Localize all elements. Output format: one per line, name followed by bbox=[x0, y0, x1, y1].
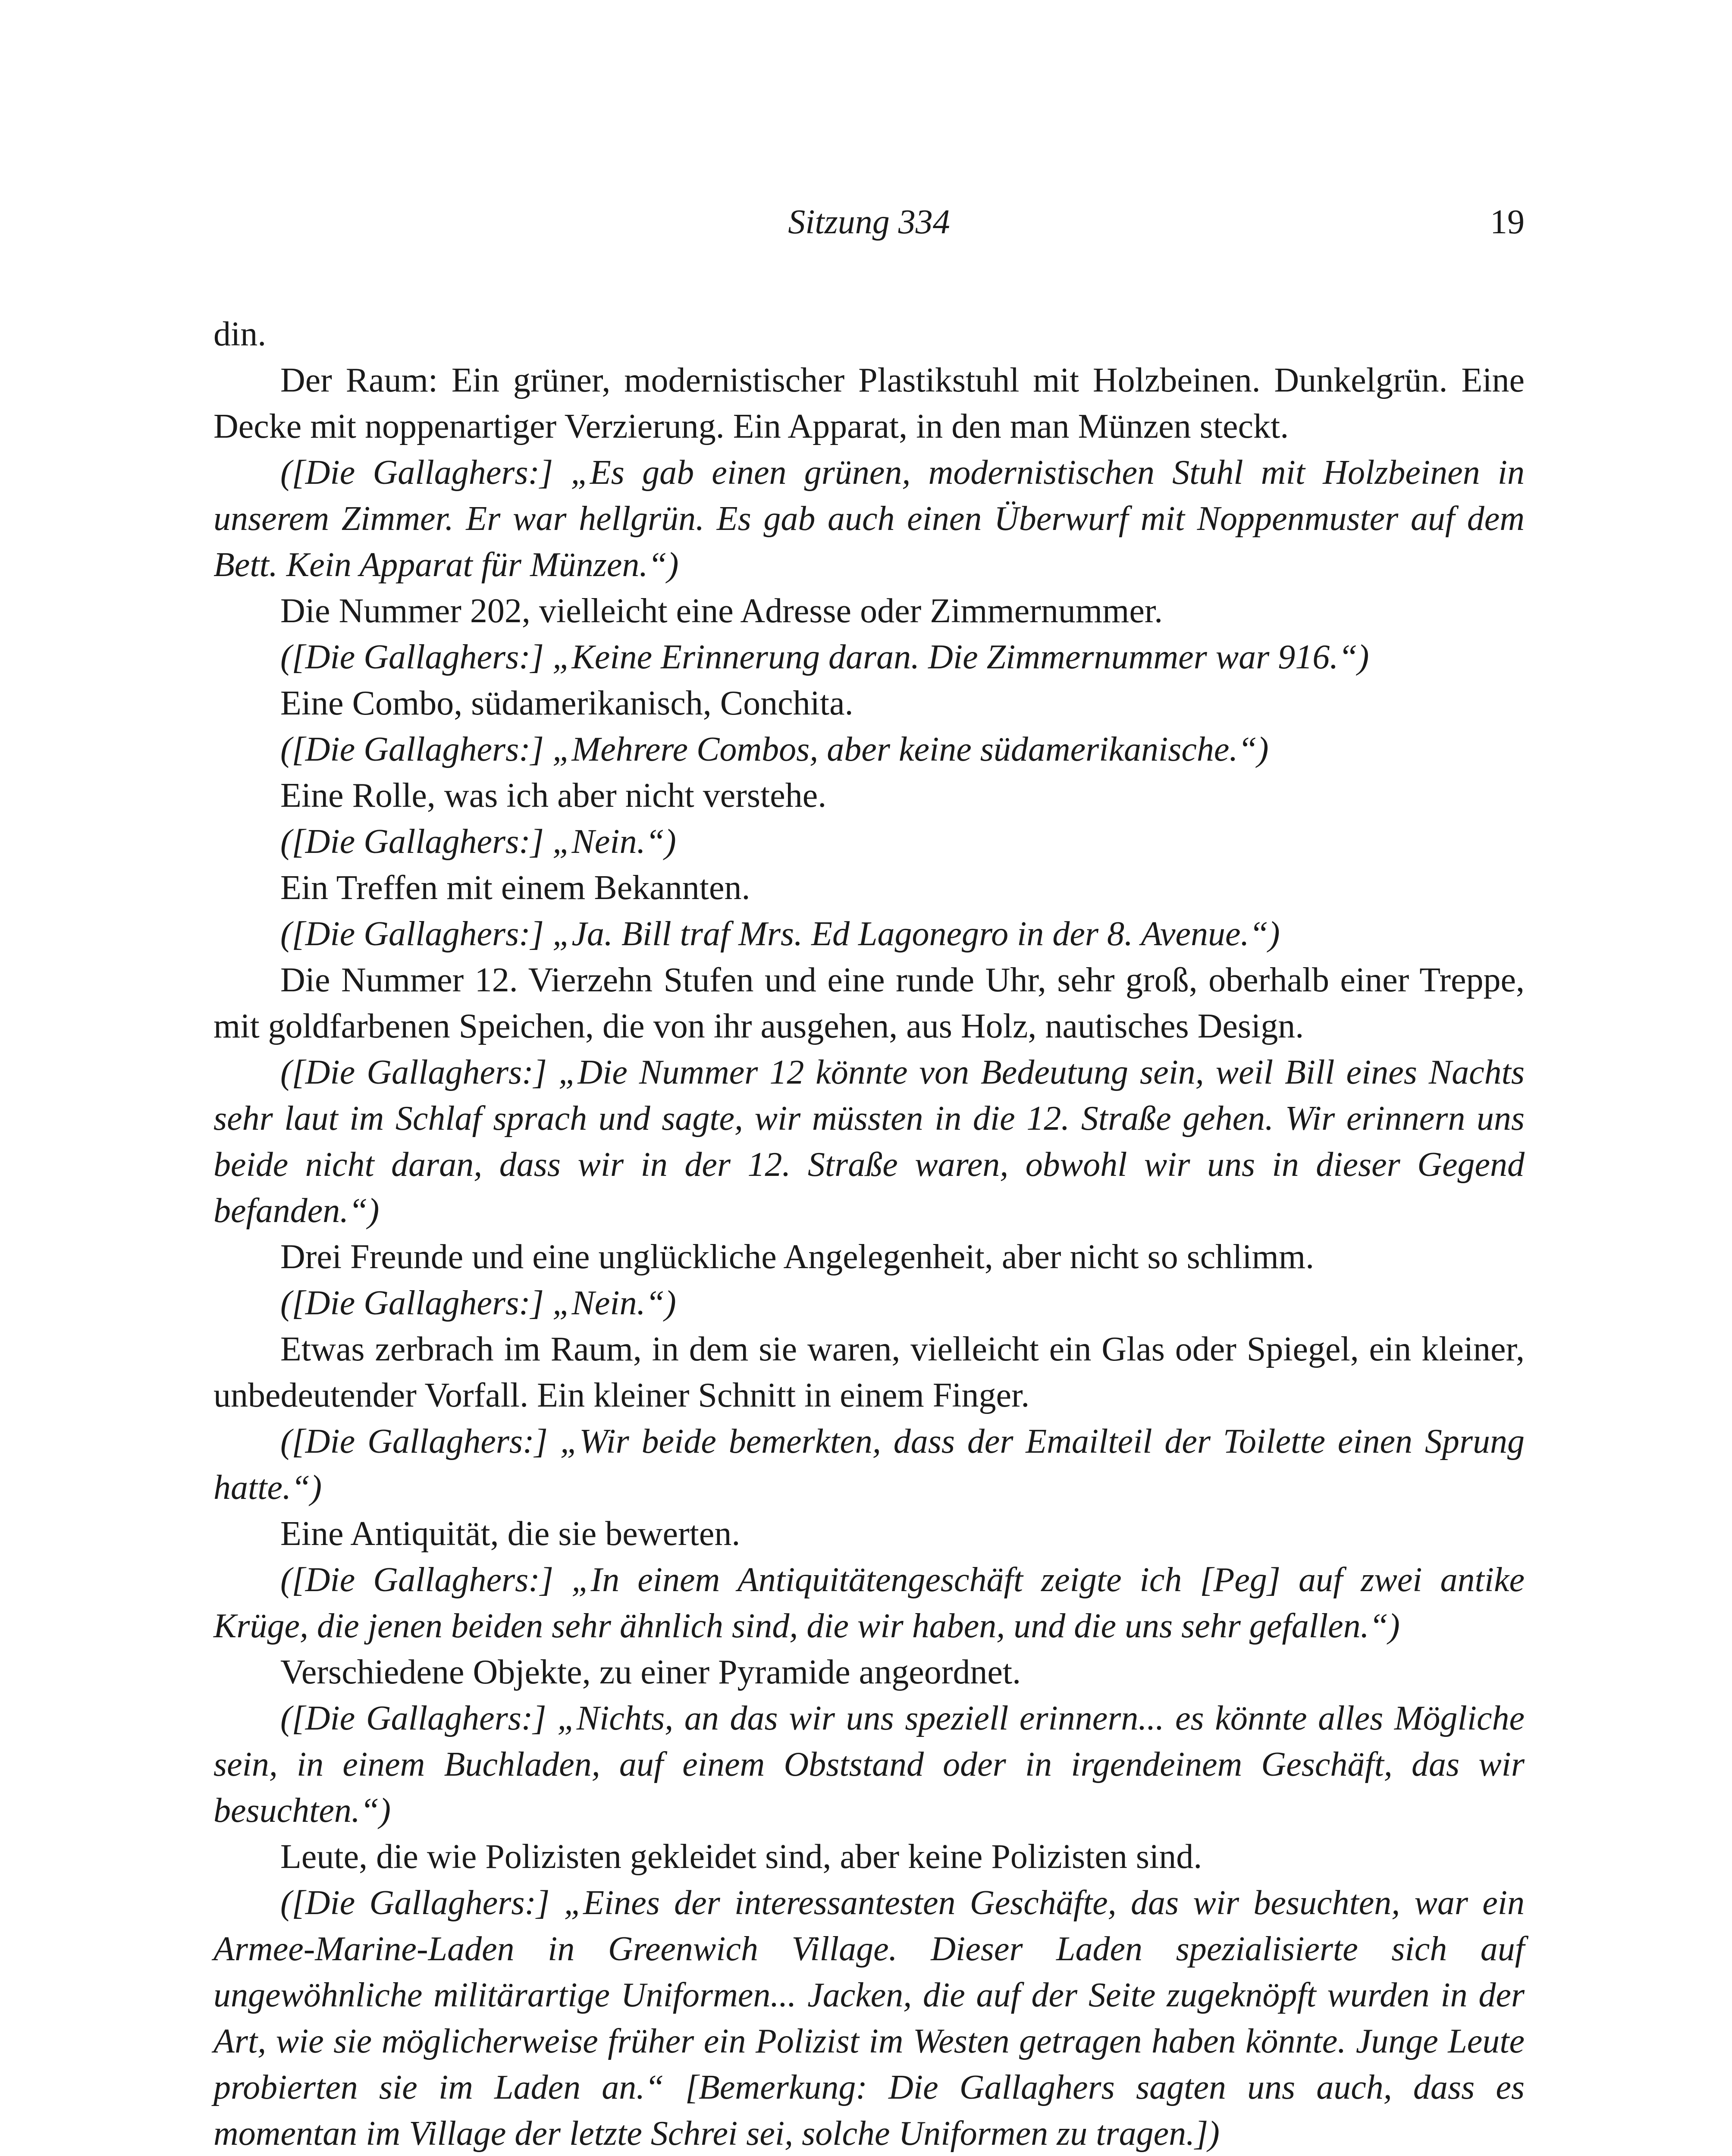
reply-paragraph: ([Die Gallaghers:] „Nichts, an das wir uns speziell erinnern... es könnte alles Mögliche sein, in einem Buchladen, auf einem Obststand oder in irgendeinem Geschäft, das wir besuchten.“) bbox=[213, 1699, 1525, 1830]
session-paragraph: Der Raum: Ein grüner, modernistischer Plastikstuhl mit Holzbeinen. Dunkelgrün. Eine Decke mit noppenartiger Verzierung. Ein Apparat, in den man Münzen steckt. bbox=[213, 361, 1525, 445]
reply-paragraph: ([Die Gallaghers:] „Nein.“) bbox=[280, 823, 676, 861]
session-paragraph: Leute, die wie Polizisten gekleidet sind, aber keine Polizisten sind. bbox=[280, 1838, 1202, 1876]
session-paragraph: Eine Antiquität, die sie bewerten. bbox=[280, 1515, 740, 1553]
reply-paragraph: ([Die Gallaghers:] „Die Nummer 12 könnte von Bedeutung sein, weil Bill eines Nachts sehr laut im Schlaf sprach und sagte, wir müssten in die 12. Straße gehen. Wir erinnern uns beide nicht daran, dass wir in der 12. Straße waren, obwohl wir uns in dieser Gegend befanden.“) bbox=[213, 1053, 1525, 1230]
reply-paragraph: ([Die Gallaghers:] „Es gab einen grünen, modernistischen Stuhl mit Holzbeinen in unserem Zimmer. Er war hellgrün. Es gab auch einen Überwurf mit Noppenmuster auf dem Bett. Kein Apparat für Münzen.“) bbox=[213, 454, 1525, 584]
session-paragraph: Drei Freunde und eine unglückliche Angelegenheit, aber nicht so schlimm. bbox=[280, 1238, 1315, 1276]
page-number: 19 bbox=[1490, 203, 1525, 241]
session-paragraph: Ein Treffen mit einem Bekannten. bbox=[280, 869, 750, 907]
session-paragraph: Eine Combo, südamerikanisch, Conchita. bbox=[280, 684, 853, 722]
session-paragraph: Die Nummer 12. Vierzehn Stufen und eine runde Uhr, sehr groß, oberhalb einer Treppe, mit goldfarbenen Speichen, die von ihr ausgehen, aus Holz, nautisches Design. bbox=[213, 961, 1525, 1045]
reply-paragraph: ([Die Gallaghers:] „In einem Antiquitätengeschäft zeigte ich [Peg] auf zwei antike Krüge, die jenen beiden sehr ähnlich sind, die wir haben, und die uns sehr gefallen.“) bbox=[213, 1561, 1525, 1645]
continuation-paragraph: din. bbox=[213, 315, 267, 353]
session-paragraph: Die Nummer 202, vielleicht eine Adresse oder Zimmernummer. bbox=[280, 592, 1163, 630]
session-paragraph: Etwas zerbrach im Raum, in dem sie waren, vielleicht ein Glas oder Spiegel, ein kleiner, unbedeutender Vorfall. Ein kleiner Schnitt in einem Finger. bbox=[213, 1330, 1525, 1414]
session-paragraph: Eine Rolle, was ich aber nicht verstehe. bbox=[280, 777, 827, 815]
session-paragraph: Verschiedene Objekte, zu einer Pyramide angeordnet. bbox=[280, 1653, 1021, 1691]
reply-paragraph: ([Die Gallaghers:] „Mehrere Combos, aber keine südamerikanische.“) bbox=[280, 730, 1269, 768]
reply-paragraph: ([Die Gallaghers:] „Ja. Bill traf Mrs. Ed Lagonegro in der 8. Avenue.“) bbox=[280, 915, 1280, 953]
running-header bbox=[213, 196, 1525, 248]
reply-paragraph: ([Die Gallaghers:] „Nein.“) bbox=[280, 1284, 676, 1322]
reply-paragraph: ([Die Gallaghers:] „Eines der interessantesten Geschäfte, das wir besuchten, war ein Armee-Marine-Laden in Greenwich Village. Dieser Laden spezialisierte sich auf ungewöhnliche militärartige Uniformen... Jacken, die auf der Seite zugeknöpft wurden in der Art, wie sie möglicherweise früher ein Polizist im Westen getragen haben könnte. Junge Leute probierten sie im Laden an.“ [Bemerkung: Die Gallaghers sagten uns auch, dass es momentan im Village der letzte Schrei sei, solche Uniformen zu tragen.]) bbox=[213, 1884, 1525, 2153]
reply-paragraph: ([Die Gallaghers:] „Keine Erinnerung daran. Die Zimmernummer war 916.“) bbox=[280, 638, 1369, 676]
body-text bbox=[213, 311, 1525, 2156]
chapter-title: Sitzung 334 bbox=[788, 203, 950, 241]
reply-paragraph: ([Die Gallaghers:] „Wir beide bemerkten, dass der Emailteil der Toilette einen Sprung hatte.“) bbox=[213, 1423, 1525, 1507]
